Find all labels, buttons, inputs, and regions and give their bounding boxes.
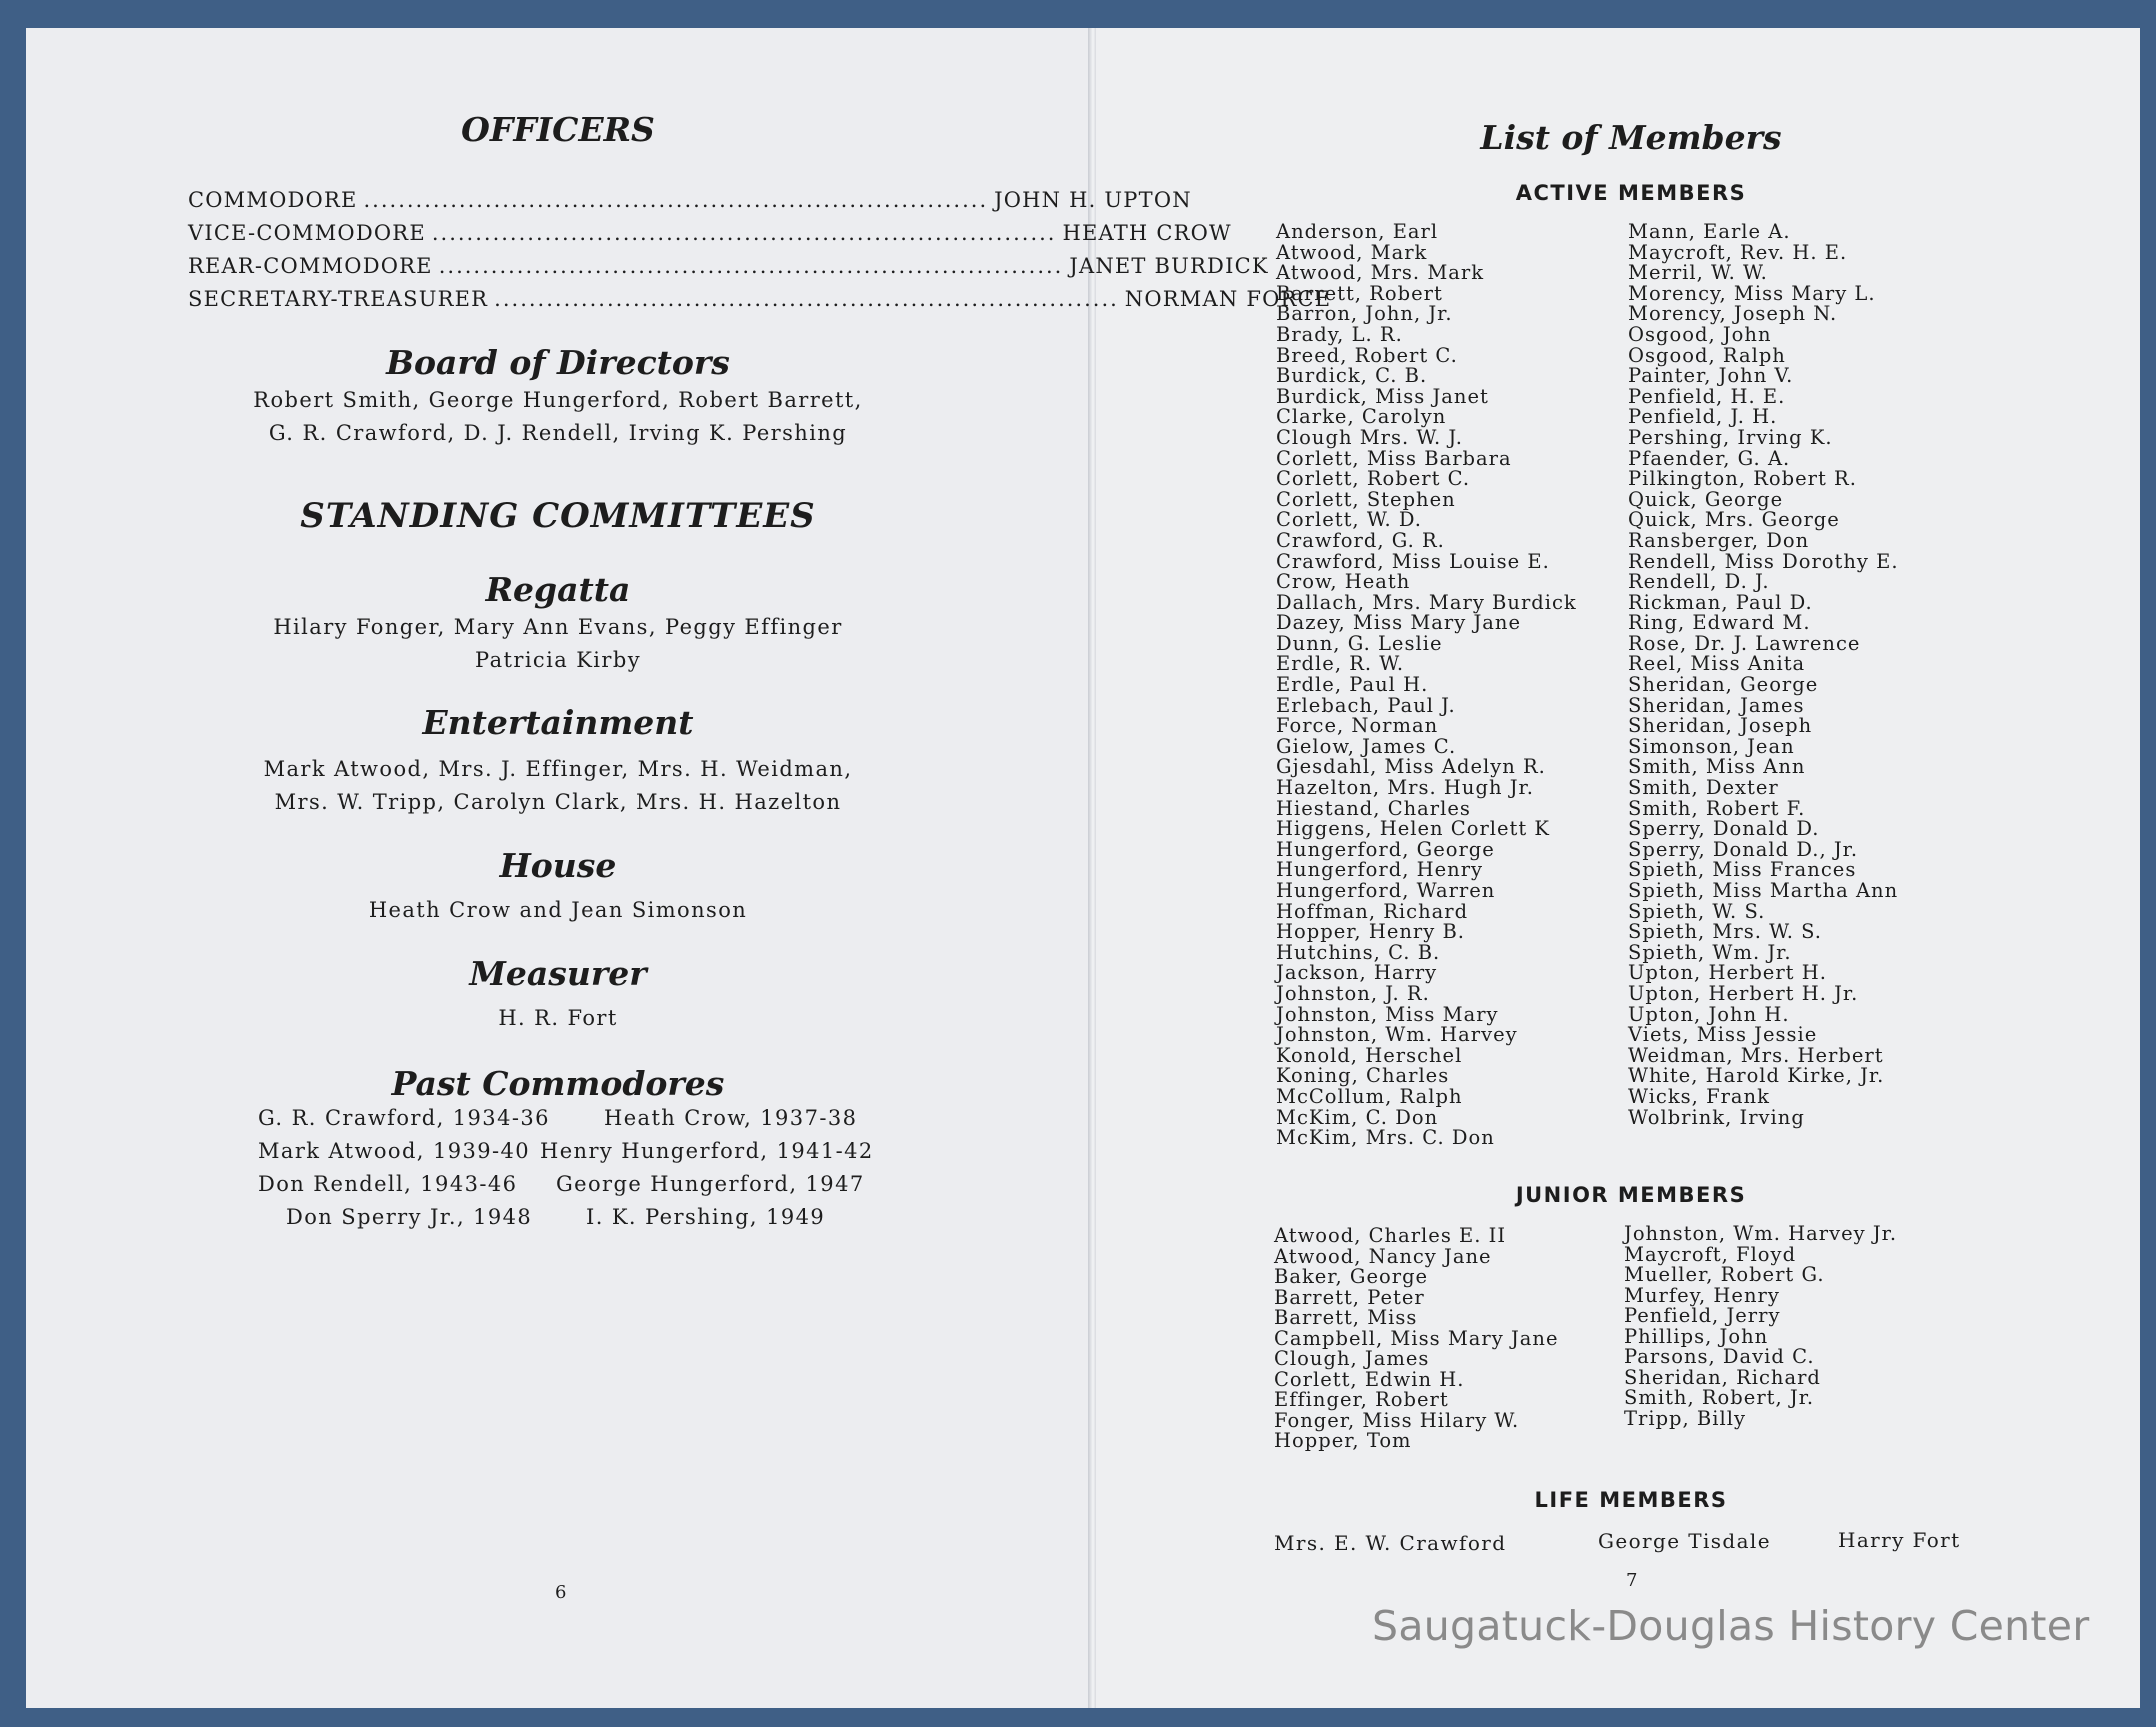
member-name: Weidman, Mrs. Herbert	[1628, 1043, 1884, 1067]
members-title: List of Members	[1480, 118, 1782, 157]
member-name: Johnston, Miss Mary	[1276, 1002, 1499, 1026]
member-name: Sperry, Donald D.	[1628, 817, 1820, 841]
junior-members-column-1	[1274, 1226, 1559, 1452]
member-name: Hungerford, Warren	[1276, 879, 1496, 902]
member-name: Murfey, Henry	[1624, 1283, 1780, 1307]
member-name: Johnston, Wm. Harvey	[1276, 1023, 1518, 1047]
officers-title: OFFICERS	[461, 110, 655, 149]
member-name: Wolbrink, Irving	[1628, 1105, 1805, 1129]
member-name: Smith, Robert F.	[1628, 796, 1806, 820]
history-center-watermark: Saugatuck-Douglas History Center	[1372, 1602, 2090, 1650]
past-commodore: Heath Crow, 1937-38	[604, 1106, 858, 1130]
member-name: Penfield, J. H.	[1628, 405, 1778, 429]
active-members-column-1	[1276, 222, 1577, 1149]
member-name: Quick, Mrs. George	[1628, 508, 1840, 532]
member-name: Breed, Robert C.	[1276, 343, 1458, 367]
member-name: Smith, Miss Ann	[1628, 755, 1806, 779]
member-name: Mueller, Robert G.	[1624, 1263, 1825, 1286]
officer-name: NORMAN FORCE	[1124, 287, 1332, 311]
member-name: Clough, James	[1274, 1347, 1430, 1370]
member-name: Merril, W. W.	[1628, 261, 1768, 285]
member-name: Atwood, Nancy Jane	[1274, 1244, 1492, 1268]
officer-row-secretary-treasurer	[188, 287, 1332, 311]
member-name: White, Harold Kirke, Jr.	[1628, 1064, 1885, 1088]
member-name: Crawford, Miss Louise E.	[1276, 549, 1550, 573]
member-name: Wicks, Frank	[1628, 1084, 1770, 1108]
member-name: Corlett, W. D.	[1276, 508, 1422, 532]
member-name: McKim, Mrs. C. Don	[1276, 1126, 1495, 1150]
officer-title: COMMODORE	[188, 188, 358, 212]
member-name: Hazelton, Mrs. Hugh Jr.	[1276, 776, 1534, 800]
member-name: Barron, John, Jr.	[1276, 302, 1453, 326]
member-name: Ransberger, Don	[1628, 528, 1810, 552]
member-name: Anderson, Earl	[1276, 220, 1439, 243]
member-name: Clough Mrs. W. J.	[1276, 425, 1463, 449]
member-name: Corlett, Edwin H.	[1274, 1367, 1465, 1391]
member-name: Rendell, D. J.	[1628, 570, 1770, 594]
member-name: Hutchins, C. B.	[1276, 940, 1441, 964]
member-name: Johnston, J. R.	[1276, 981, 1430, 1005]
member-name: Erlebach, Paul J.	[1276, 693, 1456, 717]
past-commodore: Don Rendell, 1943-46	[258, 1172, 518, 1196]
past-commodore: G. R. Crawford, 1934-36	[258, 1106, 550, 1130]
member-name: Hoffman, Richard	[1276, 899, 1469, 923]
member-name: Barrett, Peter	[1274, 1285, 1425, 1309]
regatta-line-2: Patricia Kirby	[475, 648, 641, 672]
page-number-left: 6	[555, 1582, 567, 1603]
member-name: Pilkington, Robert R.	[1628, 467, 1857, 491]
active-members-column-2	[1628, 222, 1899, 1128]
member-name: Konold, Herschel	[1276, 1043, 1463, 1067]
member-name: Spieth, W. S.	[1628, 899, 1766, 923]
member-name: Corlett, Stephen	[1276, 487, 1456, 511]
member-name: Simonson, Jean	[1628, 734, 1795, 758]
officer-title: VICE-COMMODORE	[188, 221, 426, 245]
member-name: Baker, George	[1274, 1265, 1429, 1288]
member-name: Brady, L. R.	[1276, 322, 1403, 346]
member-name: Osgood, Ralph	[1628, 343, 1786, 367]
leader-dots: ........................................................................	[363, 188, 989, 212]
member-name: McKim, C. Don	[1276, 1105, 1439, 1129]
member-name: Higgens, Helen Corlett K	[1276, 817, 1550, 841]
member-name: Crow, Heath	[1276, 570, 1411, 594]
member-name: Johnston, Wm. Harvey Jr.	[1624, 1222, 1898, 1245]
member-name: Maycroft, Floyd	[1624, 1242, 1797, 1266]
board-line-1: Robert Smith, George Hungerford, Robert Barrett,	[253, 388, 863, 412]
member-name: Sheridan, George	[1628, 673, 1819, 697]
member-name: Tripp, Billy	[1624, 1406, 1746, 1430]
member-name: Corlett, Miss Barbara	[1276, 446, 1512, 470]
member-name: Clarke, Carolyn	[1276, 405, 1447, 429]
member-name: Painter, John V.	[1628, 364, 1794, 388]
member-name: Erdle, Paul H.	[1276, 673, 1429, 697]
member-name: Crawford, G. R.	[1276, 528, 1445, 552]
member-name: Sheridan, Joseph	[1628, 714, 1813, 738]
past-commodores-title: Past Commodores	[391, 1064, 725, 1103]
active-members-title: ACTIVE MEMBERS	[1515, 181, 1747, 205]
member-name: Dazey, Miss Mary Jane	[1276, 611, 1521, 635]
member-name: Upton, John H.	[1628, 1002, 1790, 1026]
member-name: Phillips, John	[1624, 1324, 1769, 1348]
officer-title: REAR-COMMODORE	[188, 254, 433, 278]
member-name: Gjesdahl, Miss Adelyn R.	[1276, 755, 1546, 779]
past-commodore: Don Sperry Jr., 1948	[286, 1205, 533, 1229]
member-name: Atwood, Charles E. II	[1274, 1224, 1507, 1247]
member-name: Pershing, Irving K.	[1628, 425, 1833, 449]
member-name: Parsons, David C.	[1624, 1345, 1815, 1368]
standing-committees-title: STANDING COMMITTEES	[300, 496, 816, 536]
life-member: Mrs. E. W. Crawford	[1274, 1531, 1507, 1555]
officer-row-commodore	[188, 188, 1192, 212]
past-commodore: I. K. Pershing, 1949	[586, 1205, 826, 1229]
house-title: House	[499, 846, 617, 885]
past-commodore: Henry Hungerford, 1941-42	[540, 1139, 874, 1163]
member-name: Sperry, Donald D., Jr.	[1628, 837, 1859, 861]
leader-dots: ........................................................................	[431, 221, 1057, 245]
leader-dots: ........................................................................	[494, 287, 1119, 311]
member-name: Maycroft, Rev. H. E.	[1628, 240, 1848, 264]
member-name: Dunn, G. Leslie	[1276, 631, 1443, 655]
member-name: Corlett, Robert C.	[1276, 467, 1471, 491]
member-name: Rendell, Miss Dorothy E.	[1628, 549, 1899, 573]
entertainment-title: Entertainment	[422, 703, 694, 742]
right-page	[1096, 28, 2140, 1708]
entertainment-line-2: Mrs. W. Tripp, Carolyn Clark, Mrs. H. Hazelton	[274, 790, 842, 814]
officer-name: JANET BURDICK	[1069, 254, 1269, 278]
past-commodore: Mark Atwood, 1939-40	[258, 1139, 531, 1163]
member-name: Koning, Charles	[1276, 1064, 1450, 1088]
member-name: Spieth, Wm. Jr.	[1628, 940, 1792, 964]
officer-name: HEATH CROW	[1062, 221, 1232, 245]
member-name: Barrett, Robert	[1276, 281, 1443, 305]
life-member: George Tisdale	[1598, 1529, 1771, 1553]
member-name: Hungerford, Henry	[1276, 858, 1484, 882]
member-name: Morency, Miss Mary L.	[1628, 281, 1876, 305]
member-name: McCollum, Ralph	[1276, 1084, 1463, 1108]
member-name: Upton, Herbert H.	[1628, 961, 1827, 985]
member-name: Upton, Herbert H. Jr.	[1628, 981, 1859, 1005]
life-members-title: LIFE MEMBERS	[1534, 1488, 1728, 1512]
member-name: Hopper, Tom	[1274, 1429, 1412, 1452]
member-name: Viets, Miss Jessie	[1628, 1023, 1818, 1047]
junior-members-column-2	[1624, 1224, 1897, 1429]
member-name: Spieth, Miss Martha Ann	[1628, 879, 1899, 902]
member-name: Hungerford, George	[1276, 837, 1495, 861]
officer-row-rear-commodore	[188, 254, 1269, 278]
member-name: Reel, Miss Anita	[1628, 652, 1806, 676]
member-name: Force, Norman	[1276, 714, 1439, 738]
member-name: Sheridan, Richard	[1624, 1365, 1821, 1389]
past-commodore: George Hungerford, 1947	[556, 1172, 865, 1196]
member-name: Morency, Joseph N.	[1628, 302, 1838, 326]
member-name: Campbell, Miss Mary Jane	[1274, 1326, 1559, 1350]
house-line: Heath Crow and Jean Simonson	[368, 898, 748, 922]
member-name: Gielow, James C.	[1276, 734, 1457, 758]
member-name: Quick, George	[1628, 487, 1784, 511]
officer-row-vice-commodore	[188, 221, 1232, 245]
member-name: Dallach, Mrs. Mary Burdick	[1276, 590, 1577, 614]
leader-dots: ........................................................................	[438, 254, 1064, 278]
member-name: Mann, Earle A.	[1628, 220, 1791, 243]
member-name: Burdick, Miss Janet	[1276, 384, 1489, 408]
officer-name: JOHN H. UPTON	[994, 188, 1192, 212]
member-name: Smith, Dexter	[1628, 776, 1779, 800]
member-name: Fonger, Miss Hilary W.	[1274, 1408, 1520, 1432]
member-name: Rose, Dr. J. Lawrence	[1628, 631, 1861, 655]
member-name: Atwood, Mark	[1276, 240, 1428, 264]
member-name: Penfield, Jerry	[1624, 1304, 1781, 1327]
measurer-line: H. R. Fort	[498, 1006, 618, 1030]
page-number-right: 7	[1626, 1570, 1638, 1591]
member-name: Effinger, Robert	[1274, 1388, 1449, 1411]
life-member: Harry Fort	[1838, 1528, 1961, 1552]
member-name: Sheridan, James	[1628, 693, 1805, 717]
member-name: Jackson, Harry	[1276, 961, 1438, 985]
member-name: Rickman, Paul D.	[1628, 590, 1813, 614]
member-name: Atwood, Mrs. Mark	[1276, 261, 1485, 285]
member-name: Hopper, Henry B.	[1276, 920, 1465, 944]
junior-members-title: JUNIOR MEMBERS	[1515, 1183, 1747, 1207]
regatta-line-1: Hilary Fonger, Mary Ann Evans, Peggy Effinger	[273, 615, 843, 639]
member-name: Penfield, H. E.	[1628, 384, 1786, 408]
measurer-title: Measurer	[469, 954, 647, 993]
board-title: Board of Directors	[386, 343, 730, 382]
member-name: Osgood, John	[1628, 322, 1772, 346]
member-name: Barrett, Miss	[1274, 1306, 1418, 1329]
member-name: Burdick, C. B.	[1276, 364, 1428, 388]
member-name: Erdle, R. W.	[1276, 652, 1405, 676]
entertainment-line-1: Mark Atwood, Mrs. J. Effinger, Mrs. H. Weidman,	[263, 757, 853, 781]
regatta-title: Regatta	[485, 570, 631, 609]
member-name: Smith, Robert, Jr.	[1624, 1386, 1815, 1409]
member-name: Pfaender, G. A.	[1628, 446, 1791, 470]
board-line-2: G. R. Crawford, D. J. Rendell, Irving K. Pershing	[268, 421, 848, 445]
member-name: Ring, Edward M.	[1628, 611, 1811, 635]
member-name: Spieth, Mrs. W. S.	[1628, 920, 1822, 944]
member-name: Spieth, Miss Frances	[1628, 858, 1857, 882]
officer-title: SECRETARY-TREASURER	[188, 287, 489, 311]
member-name: Hiestand, Charles	[1276, 796, 1471, 820]
